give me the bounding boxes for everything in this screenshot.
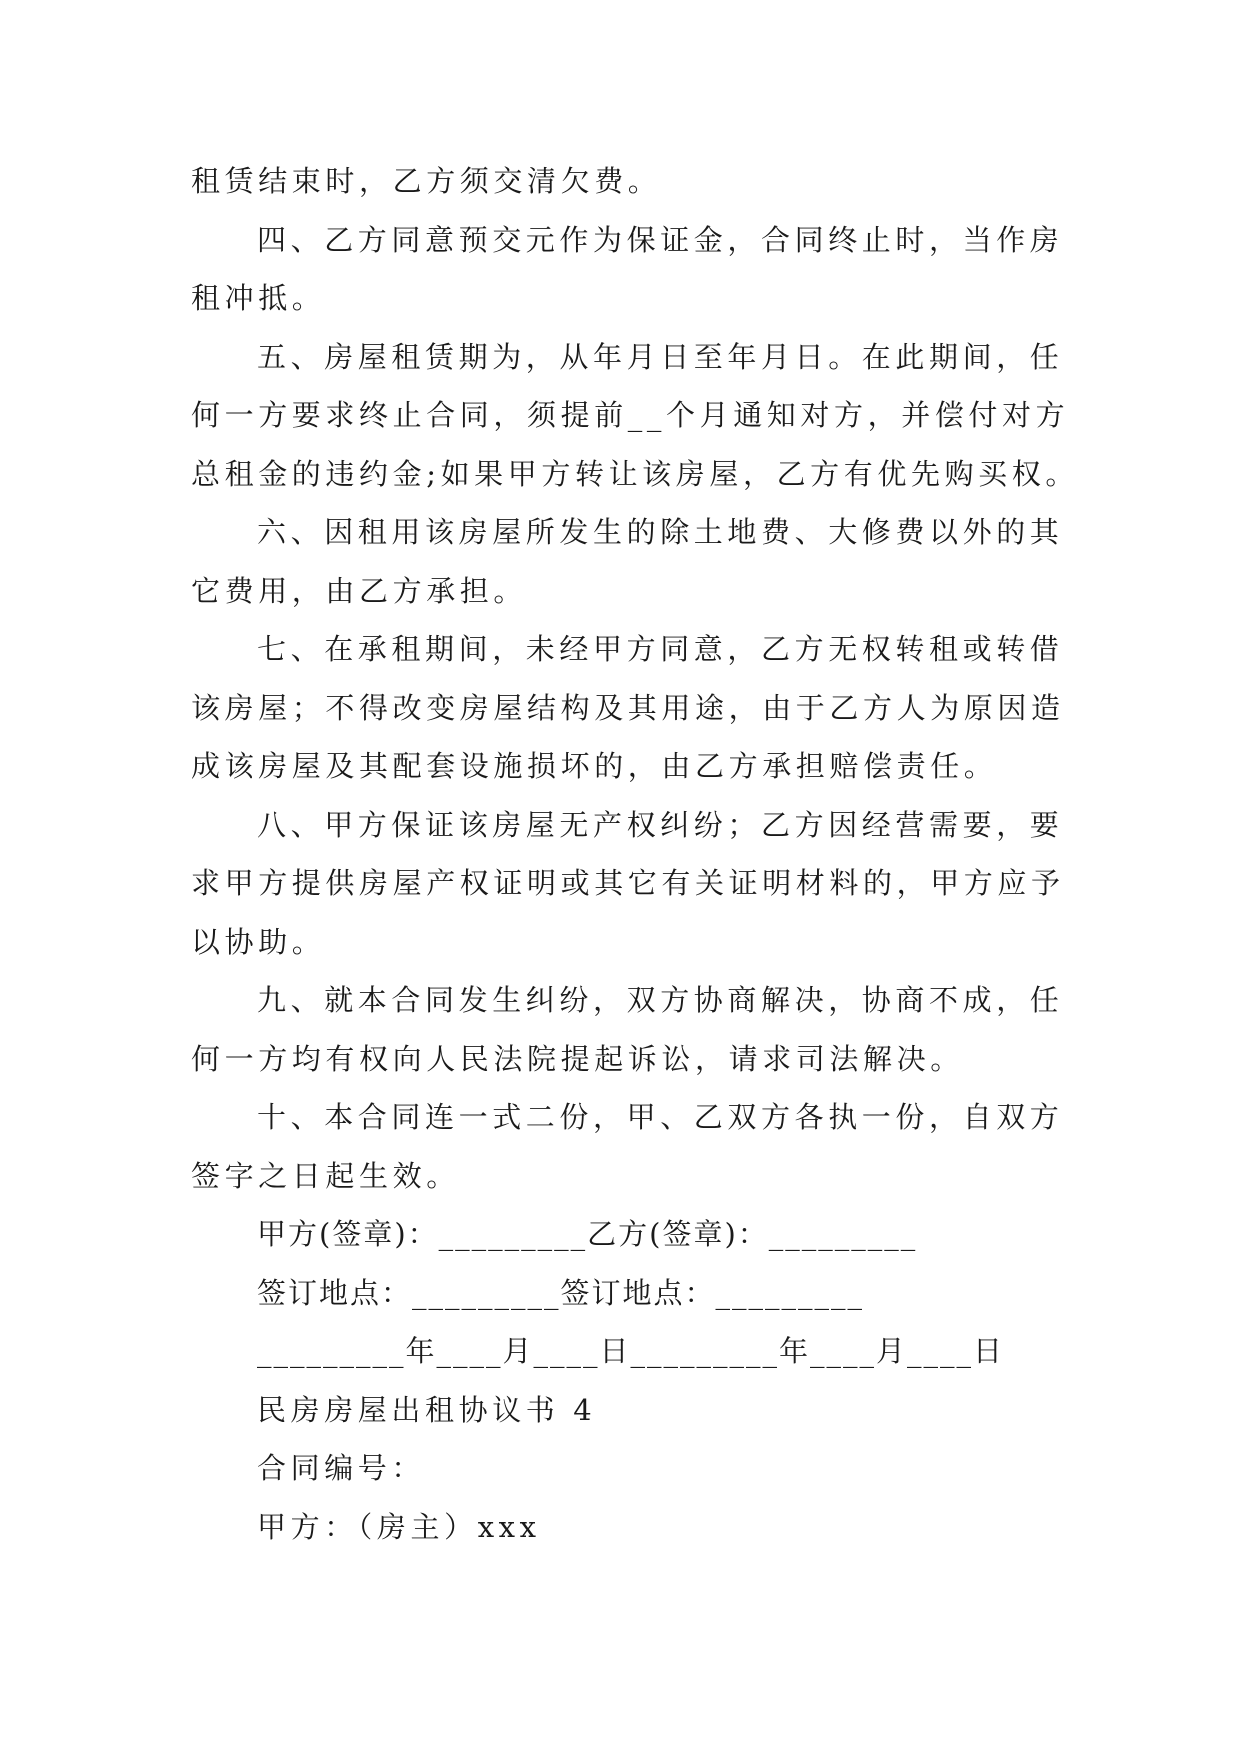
- clause-8-line: 八、甲方保证该房屋无产权纠纷；乙方因经营需要，要: [257, 807, 1064, 842]
- body-line: 以协助。: [191, 924, 326, 959]
- signing-date-line: _________年____月____日_________年____月____日: [257, 1334, 1005, 1368]
- clause-6-line: 六、因租用该房屋所发生的除土地费、大修费以外的其: [257, 515, 1064, 549]
- signing-place-line: 签订地点：_________签订地点：_________: [257, 1275, 865, 1310]
- body-line: 求甲方提供房屋产权证明或其它有关证明材料的，甲方应予: [191, 866, 1065, 900]
- body-line: 总租金的违约金;如果甲方转让该房屋，乙方有优先购买权。: [191, 456, 1079, 491]
- body-line: 租赁结束时，乙方须交清欠费。: [191, 164, 662, 198]
- body-line: 租冲抵。: [191, 281, 326, 315]
- signature-party-line: 甲方(签章)：_________乙方(签章)：_________: [257, 1217, 918, 1251]
- party-a-line: 甲方：（房主）xxx: [257, 1509, 541, 1544]
- section-title: 民房房屋出租协议书 4: [257, 1392, 597, 1427]
- body-line: 成该房屋及其配套设施损坏的，由乙方承担赔偿责任。: [191, 749, 998, 783]
- body-line: 何一方要求终止合同，须提前__个月通知对方，并偿付对方: [191, 398, 1070, 432]
- body-line: 它费用，由乙方承担。: [191, 573, 528, 608]
- clause-9-line: 九、就本合同发生纠纷，双方协商解决，协商不成，任: [257, 983, 1064, 1017]
- body-line: 该房屋；不得改变房屋结构及其用途，由于乙方人为原因造: [191, 690, 1065, 725]
- document-page: [191, 152, 1079, 1556]
- clause-5-line: 五、房屋租赁期为，从年月日至年月日。在此期间，任: [257, 339, 1064, 374]
- body-line: 何一方均有权向人民法院提起诉讼，请求司法解决。: [191, 1041, 964, 1076]
- clause-10-line: 十、本合同连一式二份，甲、乙双方各执一份，自双方: [257, 1100, 1064, 1134]
- body-line: 签字之日起生效。: [191, 1158, 460, 1193]
- contract-number-line: 合同编号：: [257, 1451, 426, 1485]
- clause-4-line: 四、乙方同意预交元作为保证金，合同终止时，当作房: [257, 222, 1064, 257]
- clause-7-line: 七、在承租期间，未经甲方同意，乙方无权转租或转借: [257, 632, 1064, 666]
